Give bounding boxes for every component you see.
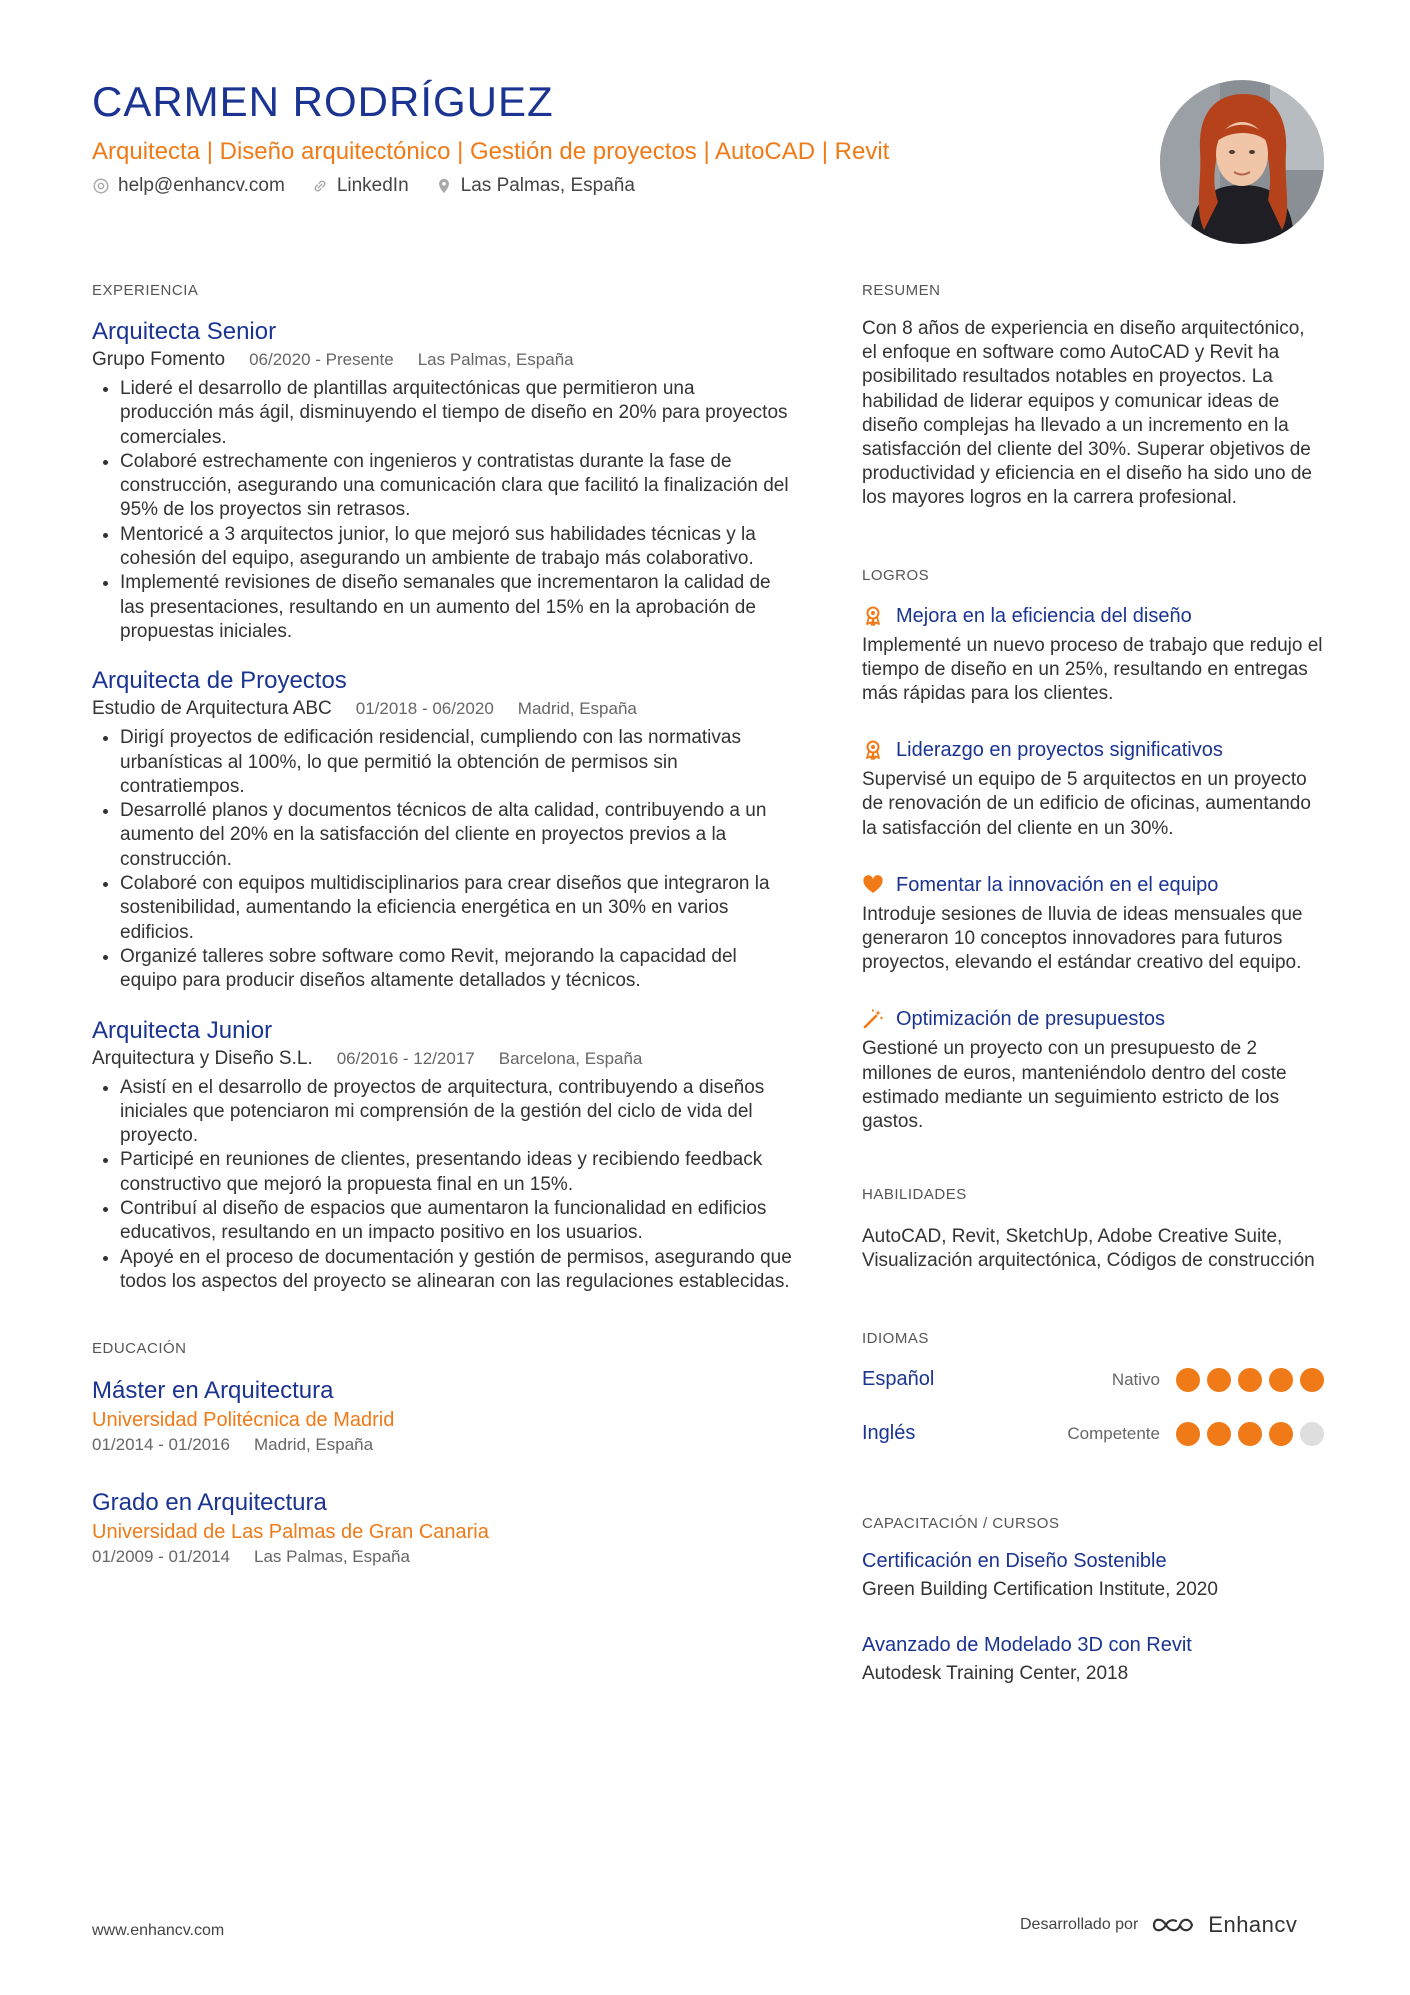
achievement-item bbox=[862, 602, 1324, 707]
skills-text: AutoCAD, Revit, SketchUp, Adobe Creative Suite, Visualización arquitectónica, Códigos de construcción bbox=[862, 1226, 1315, 1272]
rating-dot-filled bbox=[1238, 1368, 1262, 1392]
contact-row bbox=[92, 175, 635, 197]
bullet: • Asistí en el desarrollo de proyectos de arquitectura, contribuyendo a diseños iniciales que potenciaron mi comprensión de la gestión del ciclo de vida del proyecto. bbox=[120, 1076, 792, 1149]
language-name: Español bbox=[862, 1368, 935, 1391]
achievement-desc: Supervisé un equipo de 5 arquitectos en un proyecto de renovación de un edificio de oficinas, aumentando la satisfacción del cliente en un 30%. bbox=[862, 769, 1311, 839]
achievement-title: Liderazgo en proyectos significativos bbox=[896, 739, 1223, 762]
degree-title: Grado en Arquitectura bbox=[92, 1489, 327, 1517]
linkedin-text: LinkedIn bbox=[336, 175, 409, 196]
job-entry bbox=[92, 666, 792, 993]
education-location: Madrid, España bbox=[254, 1435, 374, 1455]
job-location: Barcelona, España bbox=[498, 1048, 643, 1068]
bullet: • Mentoricé a 3 arquitectos junior, lo que mejoró sus habilidades técnicas y la cohesión del equipo, asegurando un ambiente de trabajo más colaborativo. bbox=[120, 523, 792, 572]
rating-dot-empty bbox=[1300, 1422, 1324, 1446]
job-bullets bbox=[92, 377, 792, 644]
languages-heading: IDIOMAS bbox=[862, 1329, 929, 1347]
location-pin-icon bbox=[435, 177, 453, 195]
school-name: Universidad Politécnica de Madrid bbox=[92, 1409, 395, 1432]
rating-dot-filled bbox=[1176, 1422, 1200, 1446]
achievement-item bbox=[862, 736, 1324, 841]
achievement-desc: Implementé un nuevo proceso de trabajo que redujo el tiempo de diseño en un 25%, resultando en entregas más rápidas para los clientes. bbox=[862, 634, 1323, 705]
rating-dot-filled bbox=[1300, 1368, 1324, 1392]
job-company: Arquitectura y Diseño S.L. bbox=[92, 1047, 313, 1069]
bullet: • Desarrollé planos y documentos técnicos de alta calidad, contribuyendo a un aumento del 20% en la satisfacción del cliente en proyectos previos a la construcción. bbox=[120, 799, 792, 872]
job-dates: 06/2020 - Presente bbox=[249, 350, 394, 369]
education-dates: 01/2014 - 01/2016 bbox=[92, 1435, 231, 1455]
job-location: Las Palmas, España bbox=[417, 350, 574, 369]
language-row bbox=[862, 1407, 1324, 1461]
language-row bbox=[862, 1353, 1324, 1407]
bullet: • Lideré el desarrollo de plantillas arquitectónicas que permitieron una producción más ágil, disminuyendo el tiempo de diseño en 20% para proyectos comerciales. bbox=[120, 377, 792, 450]
education-dates: 01/2009 - 01/2014 bbox=[92, 1547, 231, 1567]
school-name: Universidad de Las Palmas de Gran Canaria bbox=[92, 1521, 489, 1544]
job-meta bbox=[92, 347, 792, 373]
course-org: Green Building Certification Institute, 2020 bbox=[862, 1578, 1218, 1600]
achievement-header bbox=[862, 736, 1324, 764]
course-item bbox=[862, 1630, 1324, 1688]
achievement-desc: Gestioné un proyecto con un presupuesto de 2 millones de euros, manteniéndolo dentro del coste estimado mediante un seguimiento estricto de los gastos. bbox=[862, 1038, 1287, 1133]
course-item bbox=[862, 1546, 1324, 1604]
enhancv-logo-icon bbox=[1150, 1913, 1196, 1937]
profile-photo bbox=[1160, 80, 1324, 244]
bullet: • Implementé revisiones de diseño semanales que incrementaron la calidad de las presentaciones, resultando en un aumento del 15% en la aprobación de propuestas iniciales. bbox=[120, 571, 792, 644]
award-icon bbox=[862, 605, 884, 627]
award-icon bbox=[862, 739, 884, 761]
job-title: Arquitecta Junior bbox=[92, 1016, 273, 1044]
link-icon bbox=[311, 177, 329, 195]
at-icon bbox=[92, 177, 110, 195]
candidate-name: CARMEN RODRÍGUEZ bbox=[92, 78, 554, 125]
footer-branding bbox=[1020, 1912, 1297, 1938]
job-company: Grupo Fomento bbox=[92, 349, 226, 370]
education-entry bbox=[92, 1375, 792, 1457]
course-title: Avanzado de Modelado 3D con Revit bbox=[862, 1633, 1192, 1656]
language-rating bbox=[1176, 1422, 1324, 1446]
tagline: Arquitecta | Diseño arquitectónico | Gestión de proyectos | AutoCAD | Revit bbox=[92, 138, 890, 165]
magic-wand-icon bbox=[862, 1008, 884, 1030]
email-text: help@enhancv.com bbox=[118, 175, 285, 196]
job-location: Madrid, España bbox=[517, 699, 637, 719]
job-title: Arquitecta Senior bbox=[92, 318, 277, 345]
contact-location bbox=[435, 175, 635, 197]
rating-dot-filled bbox=[1269, 1422, 1293, 1446]
education-entry bbox=[92, 1487, 792, 1569]
language-name: Inglés bbox=[862, 1422, 916, 1445]
rating-dot-filled bbox=[1207, 1422, 1231, 1446]
job-bullets bbox=[92, 726, 792, 993]
bullet: • Organizé talleres sobre software como Revit, mejorando la capacidad del equipo para producir diseños altamente detallados y técnicos. bbox=[120, 945, 792, 994]
bullet: • Colaboré con equipos multidisciplinarios para crear diseños que integraron la sostenibilidad, aumentando la eficiencia energética en un 30% en varios edificios. bbox=[120, 872, 792, 945]
rating-dot-filled bbox=[1238, 1422, 1262, 1446]
job-dates: 06/2016 - 12/2017 bbox=[336, 1048, 475, 1068]
job-bullets bbox=[92, 1076, 792, 1295]
achievements-heading: LOGROS bbox=[862, 566, 930, 584]
language-level: Competente bbox=[1067, 1423, 1160, 1443]
rating-dot-filled bbox=[1207, 1368, 1231, 1392]
powered-by-text: Desarrollado por bbox=[1020, 1916, 1139, 1933]
bullet: • Contribuí al diseño de espacios que aumentaron la funcionalidad en edificios educativos, resultando en un impacto positivo en los usuarios. bbox=[120, 1197, 792, 1246]
job-meta bbox=[92, 1046, 792, 1072]
job-dates: 01/2018 - 06/2020 bbox=[355, 699, 494, 719]
left-column bbox=[92, 282, 792, 1591]
language-level: Nativo bbox=[1111, 1369, 1160, 1389]
job-entry bbox=[92, 317, 792, 644]
footer-website[interactable]: www.enhancv.com bbox=[92, 1922, 225, 1939]
contact-email[interactable] bbox=[92, 175, 285, 197]
skills-heading: HABILIDADES bbox=[862, 1186, 967, 1204]
contact-linkedin[interactable] bbox=[311, 175, 409, 197]
education-heading: EDUCACIÓN bbox=[92, 1340, 187, 1358]
bullet: • Dirigí proyectos de edificación residencial, cumpliendo con las normativas urbanísticas al 100%, lo que permitió la obtención de permisos sin contratiempos. bbox=[120, 726, 792, 799]
job-title: Arquitecta de Proyectos bbox=[92, 667, 347, 695]
education-meta bbox=[92, 1545, 792, 1569]
achievement-header bbox=[862, 1005, 1324, 1033]
achievement-title: Mejora en la eficiencia del diseño bbox=[896, 604, 1192, 627]
summary-text: Con 8 años de experiencia en diseño arquitectónico, el enfoque en software como AutoCAD y Revit ha posibilitado resultados notables en proyectos. La habilidad de liderar equipos y comunicar ideas de diseño complejas ha llevado a un incremento en la satisfacción del cliente del 30%. Superar objetivos de productividad y eficiencia en el diseño ha sido uno de los mayores logros en la carrera profesional. bbox=[862, 318, 1312, 509]
course-title: Certificación en Diseño Sostenible bbox=[862, 1549, 1167, 1572]
rating-dot-filled bbox=[1269, 1368, 1293, 1392]
experience-heading: EXPERIENCIA bbox=[92, 282, 199, 299]
summary-heading: RESUMEN bbox=[862, 282, 941, 299]
achievement-title: Optimización de presupuestos bbox=[896, 1008, 1166, 1031]
achievement-title: Fomentar la innovación en el equipo bbox=[896, 873, 1219, 896]
job-entry bbox=[92, 1016, 792, 1295]
right-column bbox=[862, 282, 1324, 1710]
language-rating bbox=[1176, 1368, 1324, 1392]
achievement-desc: Introduje sesiones de lluvia de ideas mensuales que generaron 10 conceptos innovadores para futuros proyectos, elevando el estándar creativo del equipo. bbox=[862, 903, 1303, 974]
job-meta bbox=[92, 696, 792, 722]
heart-icon bbox=[862, 874, 884, 896]
education-location: Las Palmas, España bbox=[254, 1547, 410, 1567]
location-text: Las Palmas, España bbox=[460, 175, 635, 196]
course-org: Autodesk Training Center, 2018 bbox=[862, 1662, 1129, 1684]
achievement-item bbox=[862, 871, 1324, 976]
bullet: • Participé en reuniones de clientes, presentando ideas y recibiendo feedback constructivo que mejoró la propuesta final en un 15%. bbox=[120, 1148, 792, 1197]
bullet: • Colaboré estrechamente con ingenieros y contratistas durante la fase de construcción, asegurando una comunicación clara que facilitó la finalización del 95% de los proyectos sin retrasos. bbox=[120, 450, 792, 523]
degree-title: Máster en Arquitectura bbox=[92, 1377, 334, 1405]
education-meta bbox=[92, 1433, 792, 1457]
brand-name: Enhancv bbox=[1208, 1912, 1298, 1937]
achievement-item bbox=[862, 1005, 1324, 1134]
rating-dot-filled bbox=[1176, 1368, 1200, 1392]
bullet: • Apoyé en el proceso de documentación y gestión de permisos, asegurando que todos los aspectos del proyecto se alinearan con las regulaciones establecidas. bbox=[120, 1246, 792, 1295]
courses-heading: CAPACITACIÓN / CURSOS bbox=[862, 1514, 1060, 1532]
job-company: Estudio de Arquitectura ABC bbox=[92, 698, 332, 720]
achievement-header bbox=[862, 602, 1324, 630]
achievement-header bbox=[862, 871, 1324, 899]
